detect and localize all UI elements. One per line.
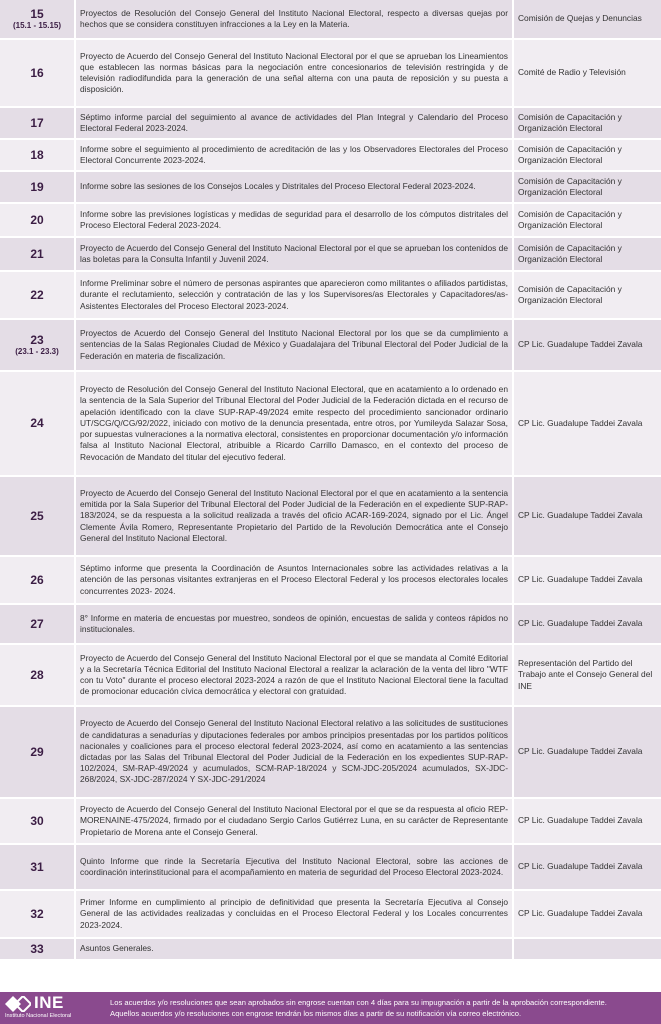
item-commission: CP Lic. Guadalupe Taddei Zavala <box>514 707 661 797</box>
agenda-row <box>0 204 661 238</box>
item-number-cell <box>0 272 76 318</box>
agenda-row <box>0 372 661 477</box>
item-description: Informe sobre las previsiones logísticas y medidas de seguridad para el desarrollo de los cómputos distritales del Proceso Electoral Federal 2023-2024. <box>76 204 514 236</box>
item-number-cell <box>0 372 76 475</box>
legal-line-1: Los acuerdos y/o resoluciones que sean aprobados sin engrose cuentan con 4 días para su impugnación a partir de la aprobación correspondiente. <box>110 998 607 1007</box>
agenda-row <box>0 891 661 939</box>
logo-institute-name: Instituto Nacional Electoral <box>5 1013 72 1019</box>
item-number: 26 <box>30 572 44 587</box>
item-number-cell <box>0 605 76 643</box>
item-description: Proyecto de Acuerdo del Consejo General del Instituto Nacional Electoral relativo a las solicitudes de sustituciones de candidaturas a senadurías y diputaciones federales por ambos principios presentadas por los partidos políticos nacionales y coaliciones para el proceso electoral federal 2023-2024, así como en acatamiento a las sentencias dictadas por las Salas del Tribunal Electoral del Poder Judicial de la Federación en los expedientes SUP-RAP-102/2024, SM-RAP-49/2024 y acumulados, SCM-RAP-18/2024 y SCM-JDC-205/2024 acumulados, SX-JDC-268/2024, SX-JDC-287/2024 Y SX-JDC-291/2024 <box>76 707 514 797</box>
item-number: 18 <box>30 147 44 162</box>
item-commission: CP Lic. Guadalupe Taddei Zavala <box>514 477 661 555</box>
item-number-cell <box>0 40 76 106</box>
agenda-row <box>0 320 661 372</box>
item-description: Asuntos Generales. <box>76 939 514 959</box>
agenda-row <box>0 0 661 40</box>
item-number-cell <box>0 939 76 959</box>
legal-line-2: Aquellos acuerdos y/o resoluciones con engrose tendrán los mismos días a partir de su notificación vía correo electrónico. <box>110 1009 522 1018</box>
item-description: Proyecto de Acuerdo del Consejo General del Instituto Nacional Electoral por el que en acatamiento a la sentencia emitida por la Sala Superior del Tribunal Electoral del Poder Judicial de la Federación en el expediente SUP-RAP-183/2024, se da respuesta a la solicitud realizada a través del oficio ACAR-169-2024, signado por el Lic. Ángel Clemente Ávila Romero, Representante Propietario del Partido de la Revolución Democrática ante el Consejo General del Instituto Nacional Electoral. <box>76 477 514 555</box>
agenda-row <box>0 799 661 845</box>
item-description: Proyecto de Acuerdo del Consejo General del Instituto Nacional Electoral por el que se aprueban los contenidos de las boletas para la Consulta Infantil y Juvenil 2024. <box>76 238 514 270</box>
item-commission: Comisión de Capacitación y Organización Electoral <box>514 204 661 236</box>
agenda-row <box>0 939 661 961</box>
item-number: 22 <box>30 287 44 302</box>
item-number-cell <box>0 707 76 797</box>
item-commission: CP Lic. Guadalupe Taddei Zavala <box>514 372 661 475</box>
item-description: Séptimo informe parcial del seguimiento al avance de actividades del Plan Integral y Calendario del Proceso Electoral Federal 2023-2024. <box>76 108 514 138</box>
agenda-row <box>0 707 661 799</box>
item-description: Proyecto de Acuerdo del Consejo General del Instituto Nacional Electoral por el que se da respuesta al oficio REP-MORENAINE-475/2024, firmado por el ciudadano Sergio Carlos Gutiérrez Luna, en su carácter de Representante Propietario de Morena ante el Consejo General. <box>76 799 514 843</box>
agenda-row <box>0 172 661 204</box>
ine-logo-icon <box>5 996 31 1012</box>
item-commission: CP Lic. Guadalupe Taddei Zavala <box>514 845 661 889</box>
item-commission: Comisión de Capacitación y Organización Electoral <box>514 272 661 318</box>
item-commission: Comisión de Capacitación y Organización Electoral <box>514 238 661 270</box>
agenda-row <box>0 140 661 172</box>
item-commission: Comisión de Capacitación y Organización Electoral <box>514 140 661 170</box>
item-commission: Comisión de Capacitación y Organización Electoral <box>514 108 661 138</box>
item-number: 17 <box>30 115 44 130</box>
item-commission: CP Lic. Guadalupe Taddei Zavala <box>514 799 661 843</box>
item-description: Proyecto de Resolución del Consejo General del Instituto Nacional Electoral, que en acatamiento a lo ordenado en la sentencia de la Sala Superior del Tribunal Electoral del Poder Judicial de la Federación dictada en el recurso de apelación identificado con la clave SUP-RAP-49/2024 emite respecto del procedimiento sancionador ordinario UT/SCG/Q/CG/92/2022, iniciado con motivo de la denuncia presentada, entre otros, por Yumileyda Salazar Sosa, por supuestas vulneraciones a la normativa electoral, consistentes en proporcionar documentación y/o información falsa al Instituto Nacional Electoral, atribuible a Ricardo Carrillo Damasco, en el contexto del proceso de Revocación de Mandato del titular del ejecutivo federal. <box>76 372 514 475</box>
logo-brand: INE <box>34 993 64 1012</box>
item-number-cell <box>0 320 76 370</box>
item-description: Informe Preliminar sobre el número de personas aspirantes que aparecieron como militantes o afiliados partidistas, durante el reclutamiento, selección y contratación de las y los Supervisores/as Electorales y Capacitadores/as-Asistentes Electorales del Proceso Electoral 2023-2024. <box>76 272 514 318</box>
agenda-row <box>0 477 661 557</box>
item-number: 30 <box>30 813 44 828</box>
agenda-row <box>0 557 661 605</box>
item-description: 8° Informe en materia de encuestas por muestreo, sondeos de opinión, encuestas de salida y conteos rápidos no institucionales. <box>76 605 514 643</box>
item-number: 33 <box>30 941 44 956</box>
footer-bar <box>0 992 661 1024</box>
item-number: 32 <box>30 906 44 921</box>
item-description: Proyecto de Acuerdo del Consejo General del Instituto Nacional Electoral por el que se aprueban los Lineamientos que establecen las normas básicas para la negociación entre concesionarios de televisión restringida y de televisión radiodifundida para la generación de una señal alterna con una pauta de reposición y su puesta a disposición. <box>76 40 514 106</box>
item-number: 27 <box>30 616 44 631</box>
item-commission: CP Lic. Guadalupe Taddei Zavala <box>514 557 661 603</box>
item-number-cell <box>0 891 76 937</box>
item-number: 20 <box>30 212 44 227</box>
item-number: 23 <box>30 333 44 347</box>
item-number: 25 <box>30 508 44 523</box>
item-number: 29 <box>30 744 44 759</box>
item-description: Proyectos de Acuerdo del Consejo General del Instituto Nacional Electoral por los que se da cumplimiento a sentencias de la Salas Regionales Ciudad de México y Guadalajara del Tribunal Electoral del Poder Judicial de la Federación en materia de fiscalización. <box>76 320 514 370</box>
item-description: Proyectos de Resolución del Consejo General del Instituto Nacional Electoral, respecto a diversas quejas por hechos que se considera constituyen infracciones a la Ley en la Materia. <box>76 0 514 38</box>
agenda-row <box>0 40 661 108</box>
item-commission: CP Lic. Guadalupe Taddei Zavala <box>514 891 661 937</box>
item-description: Proyecto de Acuerdo del Consejo General del Instituto Nacional Electoral por el que se mandata al Comité Editorial y a la Secretaría Técnica Editorial del Instituto Nacional Electoral a realizar la aclaración de la venta del libro "WTF con tu Voto" durante el proceso electoral 2023-2024 a razón de que el Instituto Nacional Electoral tiene la facultad de promocionar educación cívica democrática y electoral con gratuidad. <box>76 645 514 705</box>
legal-notice <box>104 997 661 1019</box>
item-description: Séptimo informe que presenta la Coordinación de Asuntos Internacionales sobre las actividades relativas a la atención de las personas visitantes extranjeras en el Proceso Electoral Federal y los procesos electorales locales concurrentes 2023- 2024. <box>76 557 514 603</box>
item-commission: CP Lic. Guadalupe Taddei Zavala <box>514 605 661 643</box>
item-commission: Comisión de Capacitación y Organización Electoral <box>514 172 661 202</box>
item-commission <box>514 939 661 959</box>
item-number: 24 <box>30 416 44 430</box>
agenda-row <box>0 645 661 707</box>
item-number: 28 <box>30 667 44 682</box>
agenda-row <box>0 605 661 645</box>
agenda-row <box>0 845 661 891</box>
item-number: 19 <box>30 179 44 194</box>
item-commission: Comité de Radio y Televisión <box>514 40 661 106</box>
item-number: 15 <box>30 7 44 21</box>
item-number-cell <box>0 204 76 236</box>
item-commission: Comisión de Quejas y Denuncias <box>514 0 661 38</box>
item-number-cell <box>0 477 76 555</box>
item-description: Informe sobre las sesiones de los Consejos Locales y Distritales del Proceso Electoral Federal 2023-2024. <box>76 172 514 202</box>
item-number-cell <box>0 108 76 138</box>
agenda-row <box>0 272 661 320</box>
item-description: Informe sobre el seguimiento al procedimiento de acreditación de las y los Observadores Electorales del Proceso Electoral Concurrente 2023-2024. <box>76 140 514 170</box>
item-number-cell <box>0 799 76 843</box>
ine-logo <box>0 992 104 1024</box>
item-number: 16 <box>30 65 44 80</box>
item-subrange: (15.1 - 15.15) <box>12 21 62 30</box>
item-commission: Representación del Partido del Trabajo ante el Consejo General del INE <box>514 645 661 705</box>
item-number: 31 <box>30 859 44 874</box>
item-description: Primer Informe en cumplimiento al principio de definitividad que presenta la Secretaría Ejecutiva al Consejo General de las actividades realizadas y concluidas en el Proceso Electoral Federal y los Locales concurrentes 2023-2024. <box>76 891 514 937</box>
item-description: Quinto Informe que rinde la Secretaría Ejecutiva del Instituto Nacional Electoral, sobre las acciones de coordinación interinstitucional para el acompañamiento en materia de seguridad del Proceso Electoral 2023-2024. <box>76 845 514 889</box>
agenda-row <box>0 238 661 272</box>
item-number-cell <box>0 557 76 603</box>
agenda-row <box>0 108 661 140</box>
item-number: 21 <box>30 246 44 261</box>
item-number-cell <box>0 238 76 270</box>
item-number-cell <box>0 645 76 705</box>
item-number-cell <box>0 140 76 170</box>
item-subrange: (23.1 - 23.3) <box>15 347 59 356</box>
item-number-cell <box>0 845 76 889</box>
item-number-cell <box>0 172 76 202</box>
item-number-cell <box>0 0 76 38</box>
item-commission: CP Lic. Guadalupe Taddei Zavala <box>514 320 661 370</box>
